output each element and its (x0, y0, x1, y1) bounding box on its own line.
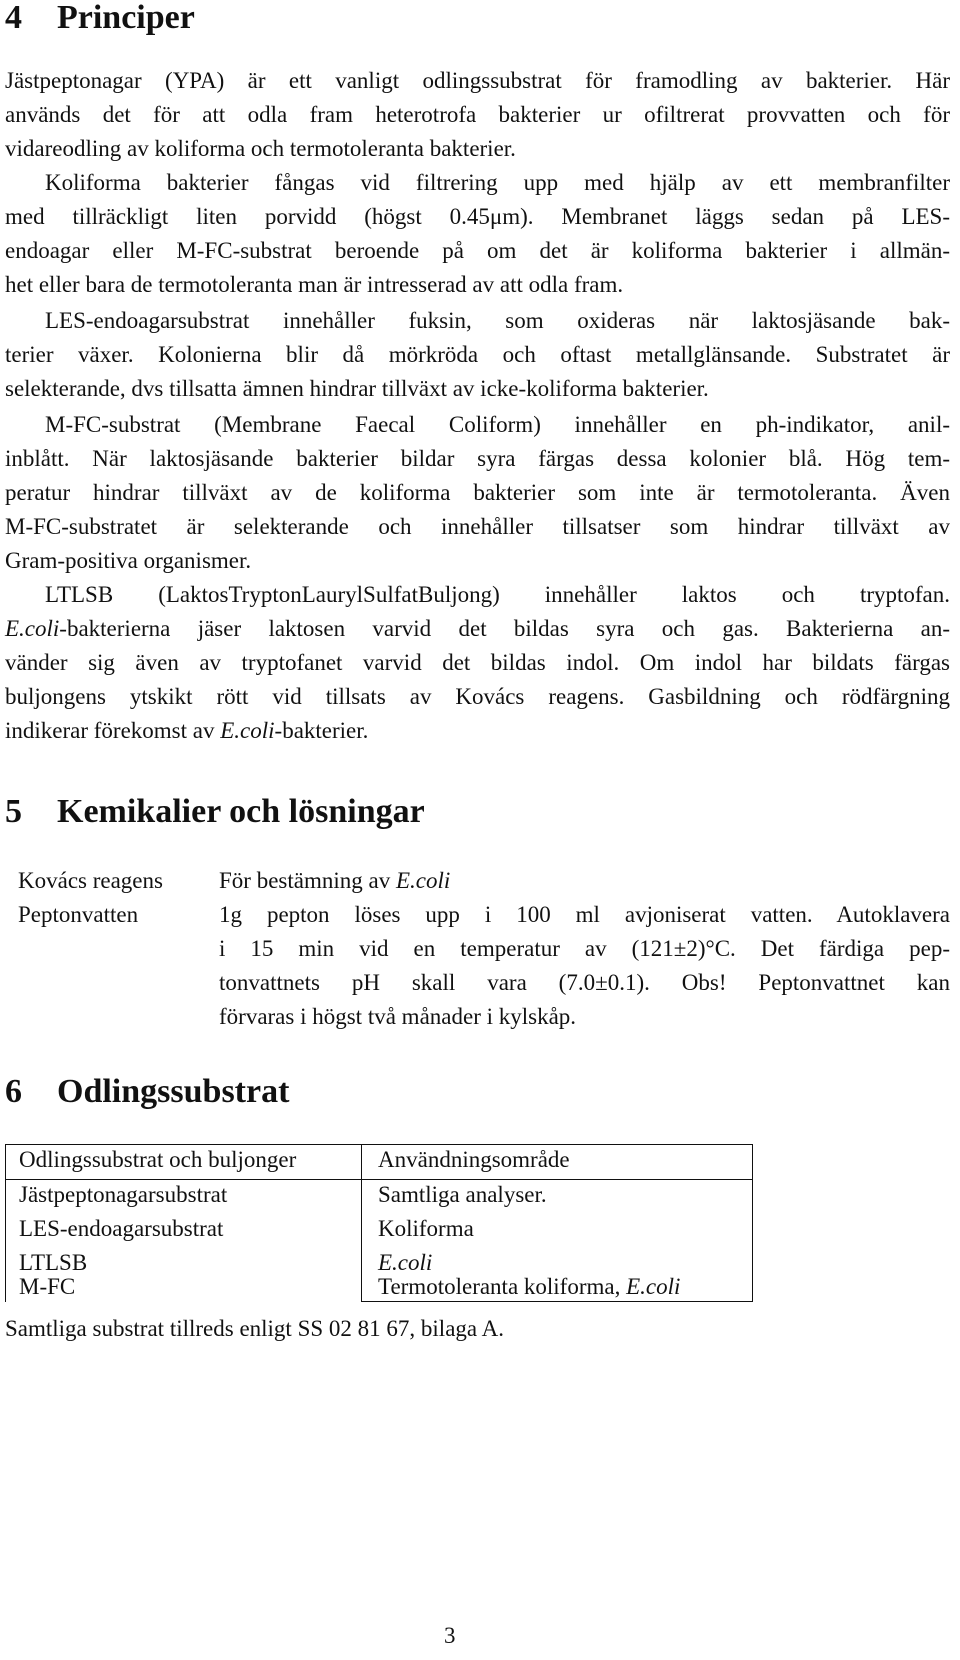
table-cell (378, 1272, 680, 1302)
paragraph-line: LTLSB (LaktosTryptonLaurylSulfatBuljong) innehåller laktos och tryptofan. (45, 582, 950, 607)
table-column-rule (361, 1145, 362, 1302)
paragraph-line: buljongens ytskikt rött vid tillsats av Kovács reagens. Gasbildning och rödfärgning (5, 684, 950, 709)
chemical-description-line: tonvattnets pH skall vara (7.0±0.1). Obs! Peptonvattnet kan (219, 970, 950, 995)
section-4-heading (5, 0, 195, 38)
section-title: Odlingssubstrat (57, 1073, 290, 1110)
section-number: 5 (5, 793, 22, 830)
section-title: Kemikalier och lösningar (57, 793, 425, 830)
paragraph-line: Gram-positiva organismer. (5, 548, 252, 573)
table-cell: LES-endoagarsubstrat (19, 1216, 224, 1241)
cell-text: Termotoleranta koliforma, (378, 1274, 627, 1299)
substrate-table (5, 1144, 753, 1302)
line-text: indikerar förekomst av (5, 718, 221, 743)
desc-text: För bestämning av (219, 868, 396, 893)
table-cell: LTLSB (19, 1250, 88, 1275)
ecoli-italic: E.coli (378, 1250, 433, 1275)
chemical-description-line: förvaras i högst två månader i kylskåp. (219, 1004, 577, 1029)
paragraph-line: inblått. När laktosjäsande bakterier bildar syra färgas dessa kolonier blå. Hög tem- (5, 446, 950, 471)
ecoli-italic: E.coli (220, 718, 275, 743)
section-6-heading (5, 1072, 289, 1112)
paragraph-line: vänder sig även av tryptofanet varvid det bildas indol. Om indol har bildats färgas (5, 650, 950, 675)
ecoli-italic: E.coli (626, 1274, 681, 1299)
line-text: -bakterierna jäser laktosen varvid det bildas syra och gas. Bakterierna an- (59, 616, 950, 641)
paragraph-line: vidareodling av koliforma och termotoleranta bakterier. (5, 136, 516, 161)
ecoli-italic: E.coli (5, 616, 60, 641)
paragraph-line: används det för att odla fram heterotrofa bakterier ur ofiltrerat provvatten och för (5, 102, 950, 127)
paragraph-line (5, 716, 368, 746)
section-number: 6 (5, 1073, 22, 1110)
table-cell: M-FC (19, 1274, 76, 1299)
paragraph-line: Koliforma bakterier fångas vid filtrering upp med hjälp av ett membranfilter (45, 170, 950, 195)
ecoli-italic: E.coli (395, 868, 451, 893)
section-5-heading (5, 792, 425, 832)
paragraph-line: selekterande, dvs tillsatta ämnen hindrar tillväxt av icke-koliforma bakterier. (5, 376, 709, 401)
paragraph-line: med tillräckligt liten porvidd (högst 0.45μm). Membranet läggs sedan på LES- (5, 204, 950, 229)
chemical-term: Kovács reagens (18, 868, 163, 893)
line-text: -bakterier. (274, 718, 369, 743)
chemical-description (219, 866, 450, 896)
table-footnote: Samtliga substrat tillreds enligt SS 02 81 67, bilaga A. (5, 1316, 504, 1341)
paragraph-line: endoagar eller M-FC-substrat beroende på om det är koliforma bakterier i allmän- (5, 238, 950, 263)
paragraph-line: het eller bara de termotoleranta man är intresserad av att odla fram. (5, 272, 624, 297)
section-title: Principer (57, 0, 195, 36)
paragraph-line: Jästpeptonagar (YPA) är ett vanligt odlingssubstrat för framodling av bakterier. Här (5, 68, 950, 93)
chemical-term: Peptonvatten (18, 902, 139, 927)
table-cell: Jästpeptonagarsubstrat (19, 1182, 228, 1207)
page-number: 3 (444, 1623, 456, 1648)
paragraph-line: M-FC-substrat (Membrane Faecal Coliform) innehåller en ph-indikator, anil- (45, 412, 950, 437)
paragraph-line: terier växer. Kolonierna blir då mörkröda och oftast metallglänsande. Substratet är (5, 342, 950, 367)
paragraph-line: LES-endoagarsubstrat innehåller fuksin, som oxideras när laktosjäsande bak- (45, 308, 950, 333)
table-cell: Samtliga analyser. (378, 1182, 547, 1207)
paragraph-line: M-FC-substratet är selekterande och innehåller tillsatser som hindrar tillväxt av (5, 514, 950, 539)
paragraph-line: peratur hindrar tillväxt av de koliforma bakterier som inte är termotoleranta. Även (5, 480, 950, 505)
chemical-description-line: i 15 min vid en temperatur av (121±2)°C. Det färdiga pep- (219, 936, 950, 961)
chemical-description-line: 1g pepton löses upp i 100 ml avjoniserat vatten. Autoklavera (219, 902, 950, 927)
section-number: 4 (5, 0, 22, 36)
table-header-cell: Användningsområde (378, 1147, 570, 1172)
table-cell: Koliforma (378, 1216, 474, 1241)
table-header-cell: Odlingssubstrat och buljonger (19, 1147, 297, 1172)
paragraph-line (5, 614, 950, 644)
